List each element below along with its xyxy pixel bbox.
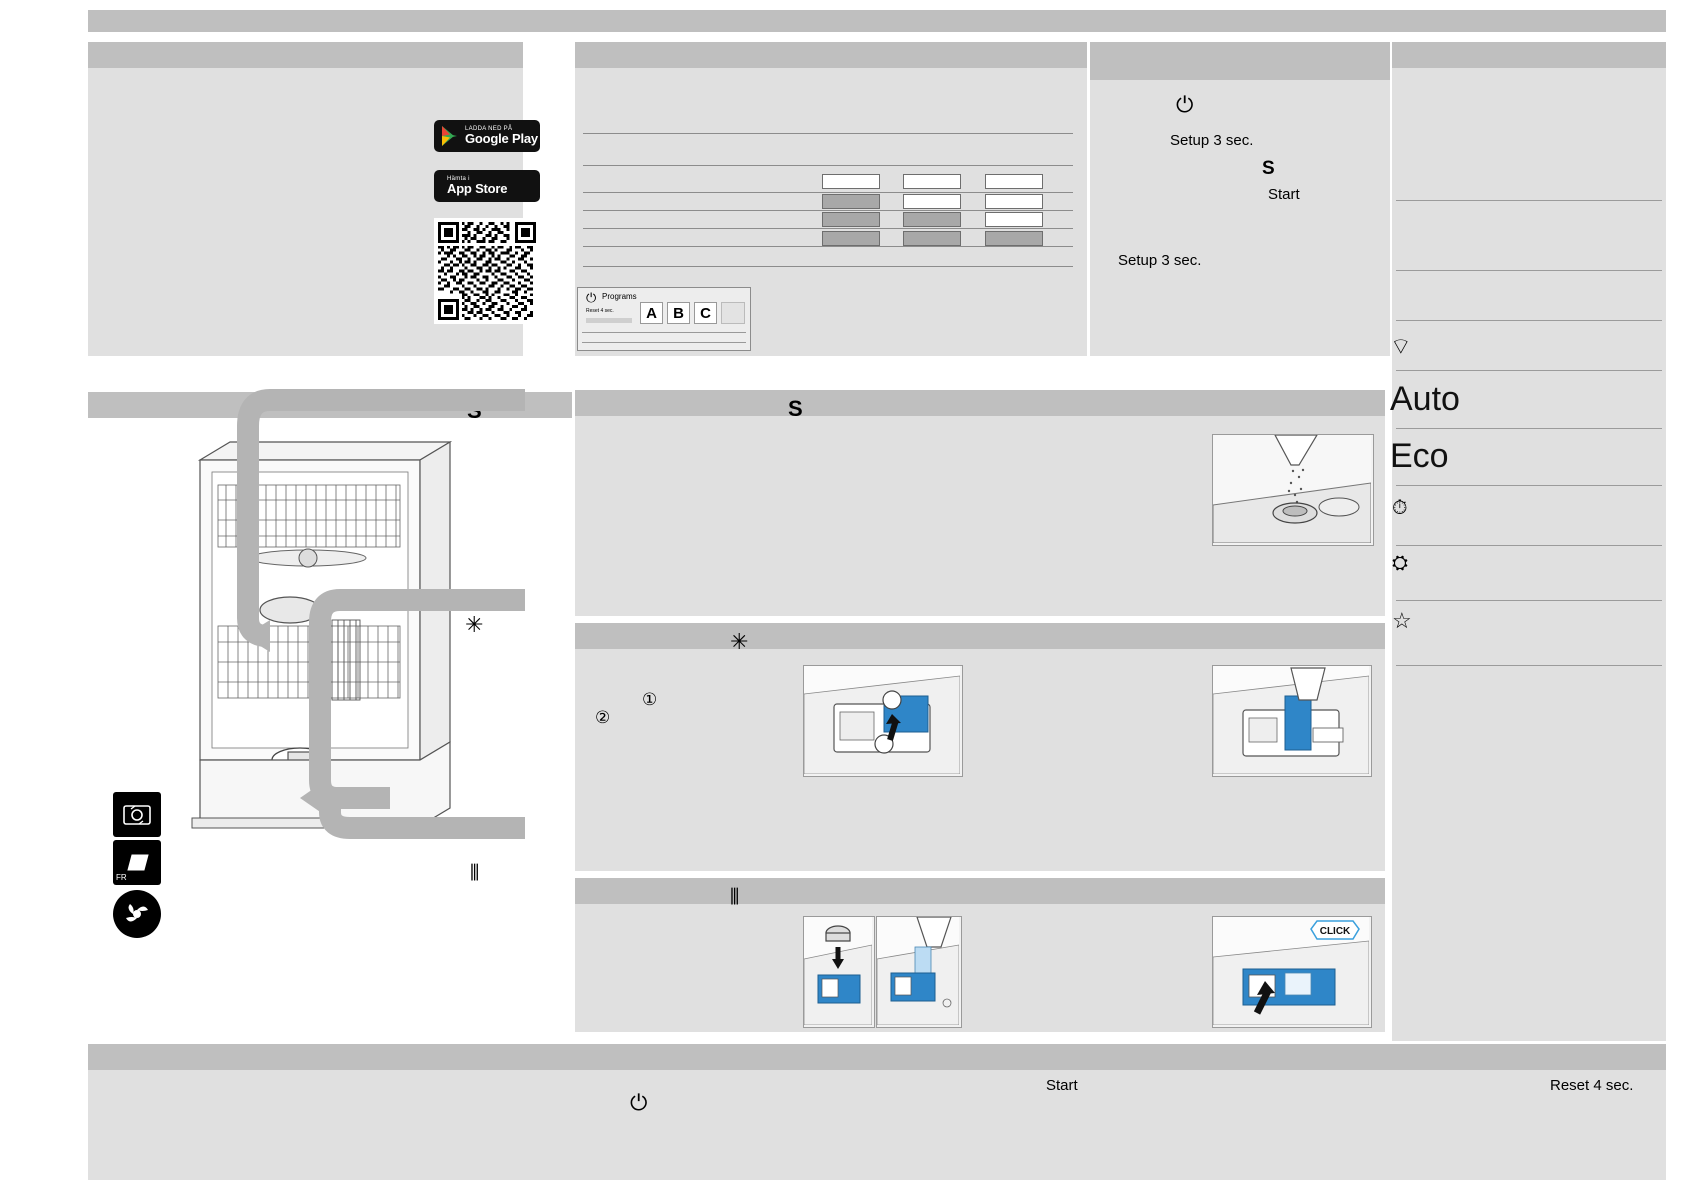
programs-rule [1396, 665, 1662, 666]
app-store-small-label: Hämta i [447, 176, 470, 183]
filter-badge [113, 840, 161, 885]
google-play-small-label: LADDA NED PÅ [465, 126, 513, 133]
program-auto-label: Auto [1390, 380, 1460, 418]
rinse-tab-image [803, 916, 875, 1028]
power-icon: ⏻ [630, 1090, 648, 1115]
control-slider[interactable] [586, 318, 632, 323]
google-play-button[interactable] [434, 120, 540, 152]
control-display [721, 302, 745, 324]
top-band [88, 10, 1666, 32]
setup-label-2: Setup 3 sec. [1118, 252, 1202, 269]
app-panel-header [88, 42, 523, 68]
footer-reset-label: Reset 4 sec. [1550, 1077, 1634, 1094]
salt-filling-image [1212, 434, 1374, 546]
rinse-click-image [1212, 916, 1372, 1028]
water-softener-icon: S [1262, 158, 1275, 179]
click-label: CLICK [1319, 926, 1351, 937]
app-store-button[interactable] [434, 170, 540, 202]
control-panel-illustration [577, 287, 751, 351]
intensive-icon: ⌔ [1390, 333, 1412, 359]
table-rule-7 [583, 266, 1073, 267]
table-cell [822, 212, 880, 227]
programs-panel-header [1392, 42, 1666, 68]
programs-rule [1396, 428, 1662, 429]
reset-label: Reset 4 sec. [586, 308, 614, 314]
machine-care-icon: ⛭ [1392, 552, 1408, 574]
spray-arm-badge [113, 890, 161, 938]
dishwasher-safe-badge [113, 792, 161, 837]
flow-arrows [230, 388, 530, 858]
qr-code [434, 218, 540, 324]
google-play-icon [440, 125, 460, 147]
programs-rule [1396, 545, 1662, 546]
app-store-large-label: App Store [447, 181, 508, 197]
rinse-aid-icon: ⫴ [730, 884, 740, 909]
footer-panel [88, 1070, 1666, 1180]
control-button-c[interactable] [694, 302, 717, 324]
start-label: Start [1268, 186, 1300, 203]
favourite-star-icon: ☆ [1392, 608, 1412, 633]
control-button-a[interactable] [640, 302, 663, 324]
table-rule-3 [583, 192, 1073, 193]
table-cell [903, 194, 961, 209]
detergent-fill-image [1212, 665, 1372, 777]
programs-rule [1396, 270, 1662, 271]
control-button-a-label: A [646, 304, 657, 322]
setup-panel-header [1090, 42, 1390, 80]
control-button-b-label: B [673, 304, 684, 322]
table-rule-5 [583, 228, 1073, 229]
table-rule-4 [583, 210, 1073, 211]
control-panel-bottom-rule [582, 332, 746, 333]
setup-panel [1090, 80, 1390, 356]
detergent-open-image [803, 665, 963, 777]
setup-label-1: Setup 3 sec. [1170, 132, 1254, 149]
table-cell [822, 231, 880, 246]
table-rule-1 [583, 133, 1073, 134]
footer-start-label: Start [1046, 1077, 1078, 1094]
table-cell [903, 212, 961, 227]
programs-rule [1396, 320, 1662, 321]
step-2-label: ② [595, 708, 611, 727]
detergent-sparkle-icon: ✳ [465, 612, 484, 637]
programs-rule [1396, 370, 1662, 371]
control-button-b[interactable] [667, 302, 690, 324]
table-rule-2 [583, 165, 1073, 166]
table-cell [985, 231, 1043, 246]
salt-section-header [575, 390, 1385, 416]
table-cell [985, 194, 1043, 209]
detergent-sparkle-icon: ✳ [730, 629, 749, 654]
table-panel-header [575, 42, 1087, 68]
program-eco-label: Eco [1390, 437, 1449, 475]
table-cell [822, 194, 880, 209]
rinse-aid-icon: ⫴ [470, 860, 480, 885]
table-rule-6 [583, 246, 1073, 247]
power-icon: ⏻ [586, 290, 597, 305]
table-cell [903, 174, 961, 189]
programs-rule [1396, 600, 1662, 601]
rinse-pour-image [876, 916, 962, 1028]
programs-label: Programs [602, 292, 637, 301]
water-softener-icon: S [788, 396, 803, 421]
one-hour-icon: ⏱ [1392, 497, 1408, 519]
rinse-section-header [575, 878, 1385, 904]
detergent-section-header [575, 623, 1385, 649]
step-1-label: ① [642, 690, 658, 709]
table-cell [822, 174, 880, 189]
control-button-c-label: C [700, 304, 711, 322]
google-play-large-label: Google Play [465, 131, 538, 147]
table-cell [985, 212, 1043, 227]
table-cell [985, 174, 1043, 189]
table-cell [903, 231, 961, 246]
control-panel-bottom-rule-2 [582, 342, 746, 343]
programs-rule [1396, 200, 1662, 201]
power-icon: ⏻ [1176, 92, 1194, 117]
footer-header [88, 1044, 1666, 1070]
water-softener-icon: S [467, 398, 482, 423]
programs-panel [1392, 68, 1666, 1041]
programs-rule [1396, 485, 1662, 486]
filter-badge-label: FR [116, 873, 127, 882]
